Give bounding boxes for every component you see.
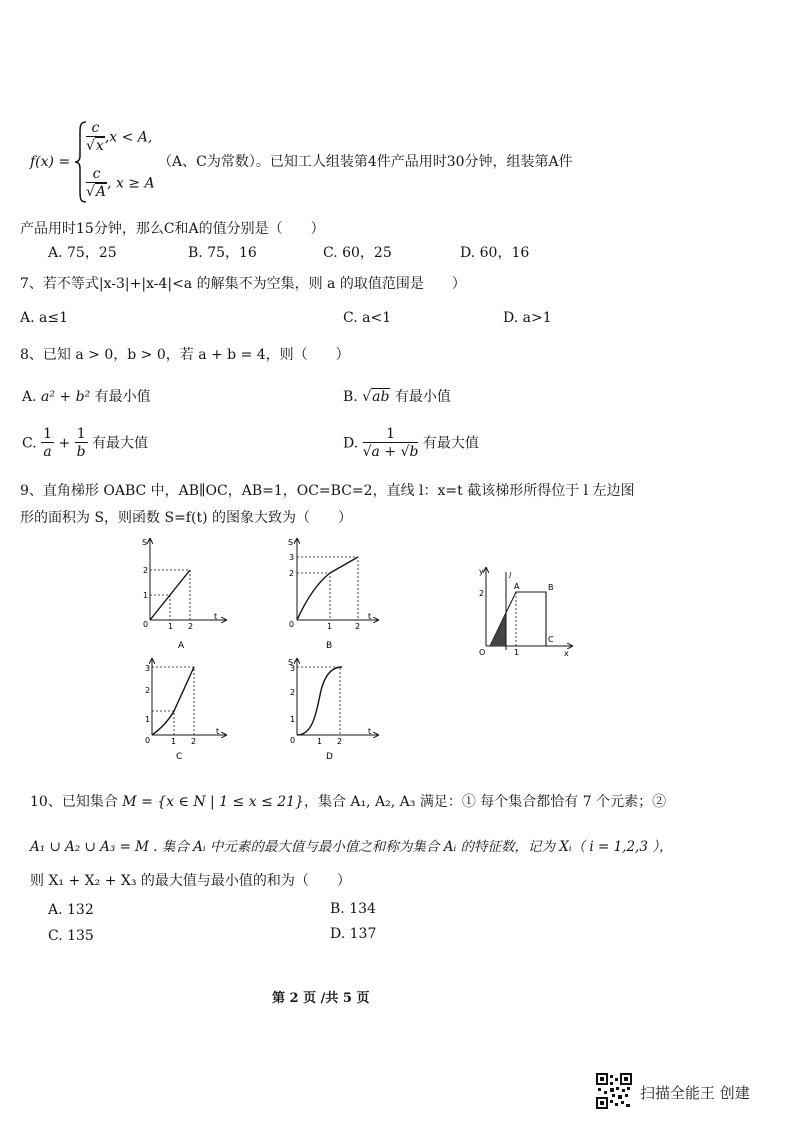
q8-option-d-num: 1 (363, 426, 419, 443)
graph-c-curve (152, 667, 194, 735)
q6-case1: $\frac{c}{√x}$ ,x < A, (86, 120, 153, 154)
q8-option-b-text: 有最小值 (394, 389, 451, 405)
graph-d-t-label: t (368, 727, 372, 736)
q10-option-d: D. 137 (330, 926, 377, 942)
graph-d-tick-y1: 1 (290, 715, 296, 724)
q6-case1-cond: ,x < A, (104, 129, 153, 146)
q8-text: 8、已知 a > 0，b > 0，若 a + b = 4，则（ ） (20, 347, 350, 363)
graph-b-label: B (326, 641, 333, 651)
graph-b-tick-y3: 3 (289, 553, 295, 562)
graph-b-tick-y2: 2 (289, 569, 295, 578)
q6-case2-num: c (86, 166, 107, 183)
trap-y-label: y (479, 567, 484, 576)
q6-text-line2: 产品用时15分钟，那么C和A的值分别是（ ） (20, 221, 325, 237)
graph-d-origin: 0 (290, 736, 296, 745)
q8-option-c-text: 有最大值 (92, 435, 149, 452)
trap-x-label: x (564, 649, 569, 658)
trap-l-label: l (509, 571, 512, 580)
q9-line1: 9、直角梯形 OABC 中，AB∥OC，AB=1，OC=BC=2，直线 l：x=t 截该梯形所得位于 l 左边图 (20, 483, 635, 499)
q10-line1-pre: 10、已知集合 (30, 794, 118, 810)
q10-option-c: C. 135 (48, 928, 94, 944)
q10-line1 (30, 791, 666, 811)
q8-option-d-text: 有最大值 (422, 435, 479, 452)
q8-option-b-expr: ab (372, 389, 390, 405)
graph-d-s-label: S (288, 658, 294, 667)
q6-text-line1: （A、C为常数）。已知工人组装第4件产品用时30分钟，组装第A件 (158, 154, 573, 170)
trap-tick-1: 1 (514, 648, 520, 657)
q7-option-d: D. a>1 (503, 310, 552, 326)
graph-b-guide (297, 573, 330, 620)
q6-option-b: B. 75，16 (188, 245, 257, 261)
q8-option-c-num2: 1 (76, 426, 86, 442)
q6-case1-num: c (86, 120, 105, 137)
page-number: 第 2 页 /共 5 页 (272, 991, 370, 1006)
q8-option-a-text: 有最小值 (94, 389, 151, 405)
trap-c-label: C (548, 635, 554, 644)
q8-option-a-label: A. (22, 389, 37, 405)
graph-d (282, 655, 382, 773)
graph-a-tick-y2: 2 (143, 566, 149, 575)
graph-d-label: D (326, 752, 333, 762)
q7-text: 7、若不等式|x-3|+|x-4|<a 的解集不为空集，则 a 的取值范围是 ） (20, 276, 466, 292)
graph-b-s-label: S (288, 538, 294, 547)
trap-b-label: B (548, 583, 554, 592)
graph-b (282, 535, 382, 655)
q6-option-c: C. 60，25 (323, 245, 392, 261)
graph-d-curve (297, 667, 342, 735)
graph-c-guide (152, 711, 174, 735)
trapezoid-figure (476, 562, 576, 662)
q8-option-a-expr: a² + b² (41, 389, 91, 405)
q8-option-c-den2: b (76, 444, 86, 460)
q6-func-lhs: f(x) = (30, 154, 71, 170)
graph-c-tick-y3: 3 (145, 664, 151, 673)
q10-line1-post: ，集合 A₁, A₂, A₃ 满足：① 每个集合都恰有 7 个元素；② (303, 794, 667, 810)
graph-a-s-label: S (142, 538, 148, 547)
q10-line1-set: M = {x ∈ N | 1 ≤ x ≤ 21} (122, 794, 304, 810)
graph-c (138, 655, 228, 773)
q8-option-a (22, 386, 151, 406)
graph-a-tick-x1: 1 (168, 622, 174, 631)
graph-a-tick-y1: 1 (143, 591, 149, 600)
q6-option-a: A. 75，25 (48, 245, 117, 261)
graph-c-tick-x2: 2 (191, 737, 197, 746)
q7-option-c: C. a<1 (343, 310, 392, 326)
graph-c-origin: 0 (145, 736, 151, 745)
q8-option-d-den: √a + √b (362, 444, 419, 460)
q8-option-c-plus: + (58, 435, 71, 452)
q6-case1-den: x (95, 138, 104, 154)
graph-a-origin: 0 (143, 620, 149, 629)
q8-option-b: B. √ab 有最小值 (343, 389, 451, 405)
scanner-watermark: 扫描全能王 创建 (640, 1084, 750, 1102)
graph-a-label: A (178, 641, 185, 651)
graph-b-curve (297, 557, 358, 620)
q8-option-d-label: D. (343, 435, 359, 452)
q8-option-b-label: B. (343, 389, 358, 405)
q8-option-c-label: C. (22, 435, 37, 452)
q8-option-c-den1: a (43, 444, 52, 460)
graph-d-tick-y2: 2 (290, 688, 296, 697)
q10-line2: A₁ ∪ A₂ ∪ A₃ = M . 集合 Aᵢ 中元素的最大值与最小值之和称为集合 Aᵢ 的特征数，记为 Xᵢ（ i = 1,2,3 ）， (30, 839, 673, 855)
q10-option-b: B. 134 (330, 901, 376, 917)
graph-c-t-label: t (216, 727, 220, 736)
q9-line2: 形的面积为 S，则函数 S=f(t) 的图象大致为（ ） (20, 510, 352, 526)
graph-c-tick-x1: 1 (171, 737, 177, 746)
trap-tick-2: 2 (479, 589, 485, 598)
q8-option-d (343, 426, 479, 461)
trap-a-label: A (514, 582, 520, 591)
graph-c-tick-y2: 2 (145, 686, 151, 695)
graph-b-tick-x1: 1 (327, 622, 333, 631)
graph-a-tick-x2: 2 (188, 622, 194, 631)
graph-a (138, 535, 228, 655)
q6-case2-cond: , x ≥ A (107, 175, 155, 192)
graph-b-guide-2 (297, 557, 358, 620)
trap-shaded-region (490, 614, 506, 646)
q6-case2-den: A (95, 184, 107, 200)
q8-option-c (22, 426, 148, 461)
q10-option-a: A. 132 (48, 902, 94, 918)
q6-case2: $\frac{c}{√A}$ , x ≥ A (86, 166, 155, 200)
graph-d-tick-y3: 3 (290, 664, 296, 673)
graph-b-tick-x2: 2 (355, 622, 361, 631)
graph-b-origin: 0 (289, 620, 295, 629)
graph-d-tick-x1: 1 (317, 737, 323, 746)
graph-b-t-label: t (368, 612, 372, 621)
trap-o-label: O (479, 648, 486, 657)
q10-line3: 则 X₁ + X₂ + X₃ 的最大值与最小值的和为（ ） (30, 873, 351, 889)
q7-option-a: A. a≤1 (20, 310, 68, 326)
graph-c-tick-y1: 1 (145, 715, 151, 724)
graph-a-t-label: t (214, 612, 218, 621)
q8-option-c-num1: 1 (43, 426, 53, 442)
graph-c-label: C (176, 752, 183, 762)
q6-option-d: D. 60，16 (460, 245, 530, 261)
graph-d-tick-x2: 2 (337, 737, 343, 746)
graph-c-guide-2 (152, 667, 194, 735)
qr-code-icon (596, 1073, 632, 1109)
